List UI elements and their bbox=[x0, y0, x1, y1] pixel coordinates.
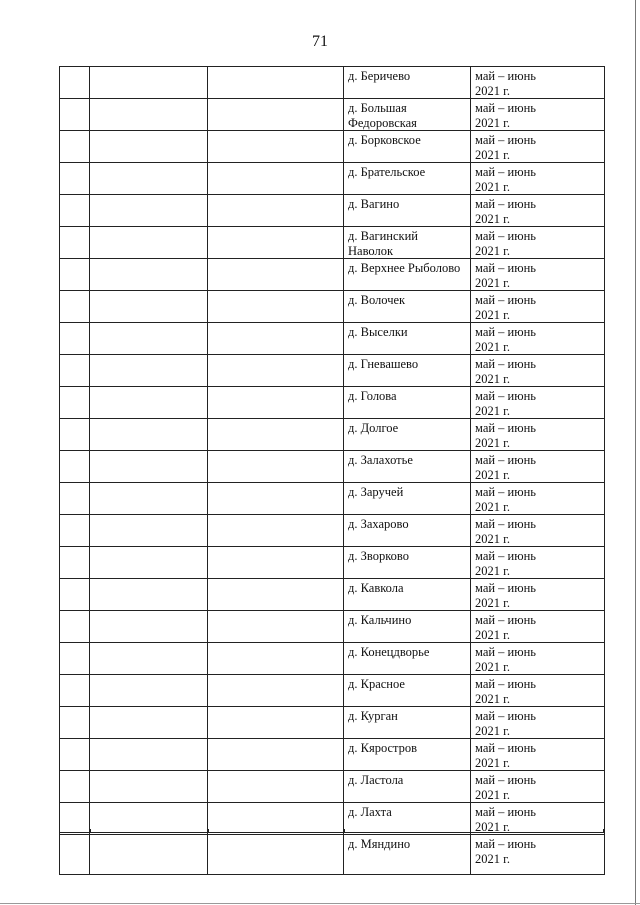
date-period: май – июнь bbox=[475, 677, 536, 691]
table-row bbox=[60, 259, 605, 291]
empty-cell bbox=[208, 579, 344, 611]
empty-cell bbox=[208, 419, 344, 451]
table-row bbox=[60, 291, 605, 323]
place-name-cell: д. Захарово bbox=[344, 515, 471, 547]
table-row bbox=[60, 547, 605, 579]
place-name-cell: д. Зворково bbox=[344, 547, 471, 579]
empty-cell bbox=[90, 291, 208, 323]
date-period: май – июнь bbox=[475, 421, 536, 435]
date-cell bbox=[471, 451, 605, 483]
empty-cell bbox=[60, 195, 90, 227]
date-cell bbox=[471, 355, 605, 387]
empty-cell bbox=[208, 547, 344, 579]
place-name-cell: д. Вагино bbox=[344, 195, 471, 227]
empty-cell bbox=[90, 323, 208, 355]
date-period: май – июнь bbox=[475, 805, 536, 819]
empty-cell bbox=[60, 579, 90, 611]
page-number: 71 bbox=[312, 33, 328, 50]
empty-cell bbox=[208, 675, 344, 707]
table-row bbox=[60, 227, 605, 259]
empty-cell bbox=[60, 771, 90, 803]
date-year: 2021 г. bbox=[475, 371, 510, 386]
date-period: май – июнь bbox=[475, 485, 536, 499]
empty-cell bbox=[208, 387, 344, 419]
date-period: май – июнь bbox=[475, 837, 536, 851]
empty-cell bbox=[208, 195, 344, 227]
place-name-cell: д. Гневашево bbox=[344, 355, 471, 387]
date-period: май – июнь bbox=[475, 197, 536, 211]
place-name-cell: д. Заручей bbox=[344, 483, 471, 515]
date-year: 2021 г. bbox=[475, 83, 510, 98]
date-period: май – июнь bbox=[475, 229, 536, 243]
date-cell bbox=[471, 579, 605, 611]
place-name-cell: д. Залахотье bbox=[344, 451, 471, 483]
page-edge-right bbox=[635, 0, 636, 905]
empty-cell bbox=[90, 611, 208, 643]
empty-cell bbox=[208, 67, 344, 99]
date-year: 2021 г. bbox=[475, 595, 510, 610]
empty-cell bbox=[208, 611, 344, 643]
table-row bbox=[60, 707, 605, 739]
empty-cell bbox=[208, 451, 344, 483]
place-name-cell: д. Кяростров bbox=[344, 739, 471, 771]
date-period: май – июнь bbox=[475, 613, 536, 627]
empty-cell bbox=[60, 547, 90, 579]
table-row bbox=[60, 771, 605, 803]
date-cell bbox=[471, 611, 605, 643]
empty-cell bbox=[208, 131, 344, 163]
empty-cell bbox=[60, 675, 90, 707]
place-name-cell: д. Выселки bbox=[344, 323, 471, 355]
date-period: май – июнь bbox=[475, 741, 536, 755]
date-period: май – июнь bbox=[475, 645, 536, 659]
empty-cell bbox=[60, 67, 90, 99]
empty-cell bbox=[90, 707, 208, 739]
date-cell bbox=[471, 291, 605, 323]
empty-cell bbox=[90, 419, 208, 451]
place-name-cell: д. Волочек bbox=[344, 291, 471, 323]
date-period: май – июнь bbox=[475, 101, 536, 115]
empty-cell bbox=[90, 547, 208, 579]
date-year: 2021 г. bbox=[475, 467, 510, 482]
empty-cell bbox=[90, 579, 208, 611]
date-cell bbox=[471, 547, 605, 579]
empty-cell bbox=[60, 227, 90, 259]
empty-cell bbox=[60, 291, 90, 323]
date-year: 2021 г. bbox=[475, 627, 510, 642]
table-row bbox=[60, 387, 605, 419]
empty-cell bbox=[60, 419, 90, 451]
place-name-cell: д. Вагинский Наволок bbox=[344, 227, 471, 259]
empty-cell bbox=[208, 355, 344, 387]
empty-cell bbox=[60, 611, 90, 643]
date-period: май – июнь bbox=[475, 261, 536, 275]
empty-cell bbox=[60, 643, 90, 675]
empty-cell bbox=[60, 739, 90, 771]
empty-cell bbox=[90, 195, 208, 227]
date-period: май – июнь bbox=[475, 709, 536, 723]
empty-cell bbox=[90, 483, 208, 515]
date-cell bbox=[471, 739, 605, 771]
date-cell bbox=[471, 323, 605, 355]
empty-cell bbox=[208, 227, 344, 259]
date-period: май – июнь bbox=[475, 69, 536, 83]
empty-cell bbox=[60, 99, 90, 131]
table-bottom-strip bbox=[59, 829, 604, 833]
empty-cell bbox=[90, 643, 208, 675]
date-cell bbox=[471, 387, 605, 419]
date-year: 2021 г. bbox=[475, 275, 510, 290]
date-cell bbox=[471, 67, 605, 99]
date-period: май – июнь bbox=[475, 517, 536, 531]
empty-cell bbox=[60, 387, 90, 419]
empty-cell bbox=[90, 131, 208, 163]
empty-cell bbox=[60, 355, 90, 387]
place-name-cell: д. Долгое bbox=[344, 419, 471, 451]
date-year: 2021 г. bbox=[475, 563, 510, 578]
date-cell bbox=[471, 195, 605, 227]
empty-cell bbox=[208, 323, 344, 355]
table-row bbox=[60, 611, 605, 643]
date-cell bbox=[471, 131, 605, 163]
date-period: май – июнь bbox=[475, 581, 536, 595]
empty-cell bbox=[208, 739, 344, 771]
page-edge-bottom bbox=[0, 903, 640, 904]
place-name-cell: д. Голова bbox=[344, 387, 471, 419]
place-name-cell: д. Борковское bbox=[344, 131, 471, 163]
date-year: 2021 г. bbox=[475, 243, 510, 258]
date-year: 2021 г. bbox=[475, 499, 510, 514]
empty-cell bbox=[60, 163, 90, 195]
table-row bbox=[60, 739, 605, 771]
empty-cell bbox=[90, 355, 208, 387]
date-period: май – июнь bbox=[475, 773, 536, 787]
table-row bbox=[60, 195, 605, 227]
place-name-cell: д. Беричево bbox=[344, 67, 471, 99]
date-year: 2021 г. bbox=[475, 755, 510, 770]
place-name-cell: д. Кавкола bbox=[344, 579, 471, 611]
place-name-cell: д. Кальчино bbox=[344, 611, 471, 643]
empty-cell bbox=[90, 387, 208, 419]
empty-cell bbox=[90, 163, 208, 195]
date-cell bbox=[471, 771, 605, 803]
empty-cell bbox=[60, 515, 90, 547]
place-name-cell: д. Мяндино bbox=[344, 835, 471, 875]
date-cell bbox=[471, 643, 605, 675]
date-year: 2021 г. bbox=[475, 403, 510, 418]
place-name-cell: д. Красное bbox=[344, 675, 471, 707]
date-cell bbox=[471, 707, 605, 739]
empty-cell bbox=[208, 515, 344, 547]
empty-cell bbox=[90, 451, 208, 483]
place-name-cell: д. Большая Федоровская bbox=[344, 99, 471, 131]
date-year: 2021 г. bbox=[475, 307, 510, 322]
place-name-cell: д. Конецдворье bbox=[344, 643, 471, 675]
table-row bbox=[60, 675, 605, 707]
empty-cell bbox=[90, 515, 208, 547]
date-period: май – июнь bbox=[475, 357, 536, 371]
date-year: 2021 г. bbox=[475, 531, 510, 546]
date-year: 2021 г. bbox=[475, 723, 510, 738]
date-cell bbox=[471, 515, 605, 547]
place-name-cell: д. Ластола bbox=[344, 771, 471, 803]
date-period: май – июнь bbox=[475, 165, 536, 179]
empty-cell bbox=[90, 259, 208, 291]
place-name-cell: д. Верхнее Рыболово bbox=[344, 259, 471, 291]
date-year: 2021 г. bbox=[475, 819, 510, 834]
date-year: 2021 г. bbox=[475, 339, 510, 354]
empty-cell bbox=[60, 483, 90, 515]
empty-cell bbox=[90, 67, 208, 99]
date-year: 2021 г. bbox=[475, 851, 510, 866]
table-row bbox=[60, 99, 605, 131]
empty-cell bbox=[208, 291, 344, 323]
table-row bbox=[60, 643, 605, 675]
empty-cell bbox=[90, 99, 208, 131]
date-year: 2021 г. bbox=[475, 691, 510, 706]
date-year: 2021 г. bbox=[475, 179, 510, 194]
table-row bbox=[60, 483, 605, 515]
empty-cell bbox=[90, 675, 208, 707]
empty-cell bbox=[90, 771, 208, 803]
date-year: 2021 г. bbox=[475, 435, 510, 450]
empty-cell bbox=[208, 835, 344, 875]
empty-cell bbox=[208, 707, 344, 739]
place-name-cell: д. Лахта bbox=[344, 803, 471, 835]
date-cell bbox=[471, 675, 605, 707]
date-year: 2021 г. bbox=[475, 659, 510, 674]
table-body bbox=[60, 67, 605, 875]
empty-cell bbox=[60, 259, 90, 291]
place-name-cell: д. Брательское bbox=[344, 163, 471, 195]
date-cell bbox=[471, 483, 605, 515]
empty-cell bbox=[208, 259, 344, 291]
table-row bbox=[60, 355, 605, 387]
empty-cell bbox=[208, 771, 344, 803]
empty-cell bbox=[208, 643, 344, 675]
date-period: май – июнь bbox=[475, 325, 536, 339]
empty-cell bbox=[60, 835, 90, 875]
empty-cell bbox=[60, 131, 90, 163]
date-period: май – июнь bbox=[475, 133, 536, 147]
date-year: 2021 г. bbox=[475, 147, 510, 162]
date-period: май – июнь bbox=[475, 453, 536, 467]
empty-cell bbox=[60, 707, 90, 739]
date-period: май – июнь bbox=[475, 389, 536, 403]
date-cell bbox=[471, 163, 605, 195]
date-year: 2021 г. bbox=[475, 787, 510, 802]
empty-cell bbox=[60, 323, 90, 355]
place-name-cell: д. Курган bbox=[344, 707, 471, 739]
table-row bbox=[60, 419, 605, 451]
empty-cell bbox=[208, 99, 344, 131]
empty-cell bbox=[90, 739, 208, 771]
table-row bbox=[60, 163, 605, 195]
date-cell bbox=[471, 259, 605, 291]
date-year: 2021 г. bbox=[475, 211, 510, 226]
table-row bbox=[60, 451, 605, 483]
table-row bbox=[60, 67, 605, 99]
date-cell bbox=[471, 227, 605, 259]
table-row bbox=[60, 323, 605, 355]
table-row bbox=[60, 579, 605, 611]
empty-cell bbox=[208, 163, 344, 195]
date-cell bbox=[471, 835, 605, 875]
table-row bbox=[60, 131, 605, 163]
empty-cell bbox=[208, 483, 344, 515]
date-period: май – июнь bbox=[475, 549, 536, 563]
table-row bbox=[60, 515, 605, 547]
empty-cell bbox=[90, 227, 208, 259]
date-year: 2021 г. bbox=[475, 115, 510, 130]
empty-cell bbox=[90, 835, 208, 875]
date-cell bbox=[471, 419, 605, 451]
table-row bbox=[60, 835, 605, 875]
settlements-table bbox=[59, 66, 605, 875]
empty-cell bbox=[60, 451, 90, 483]
date-period: май – июнь bbox=[475, 293, 536, 307]
date-cell bbox=[471, 99, 605, 131]
